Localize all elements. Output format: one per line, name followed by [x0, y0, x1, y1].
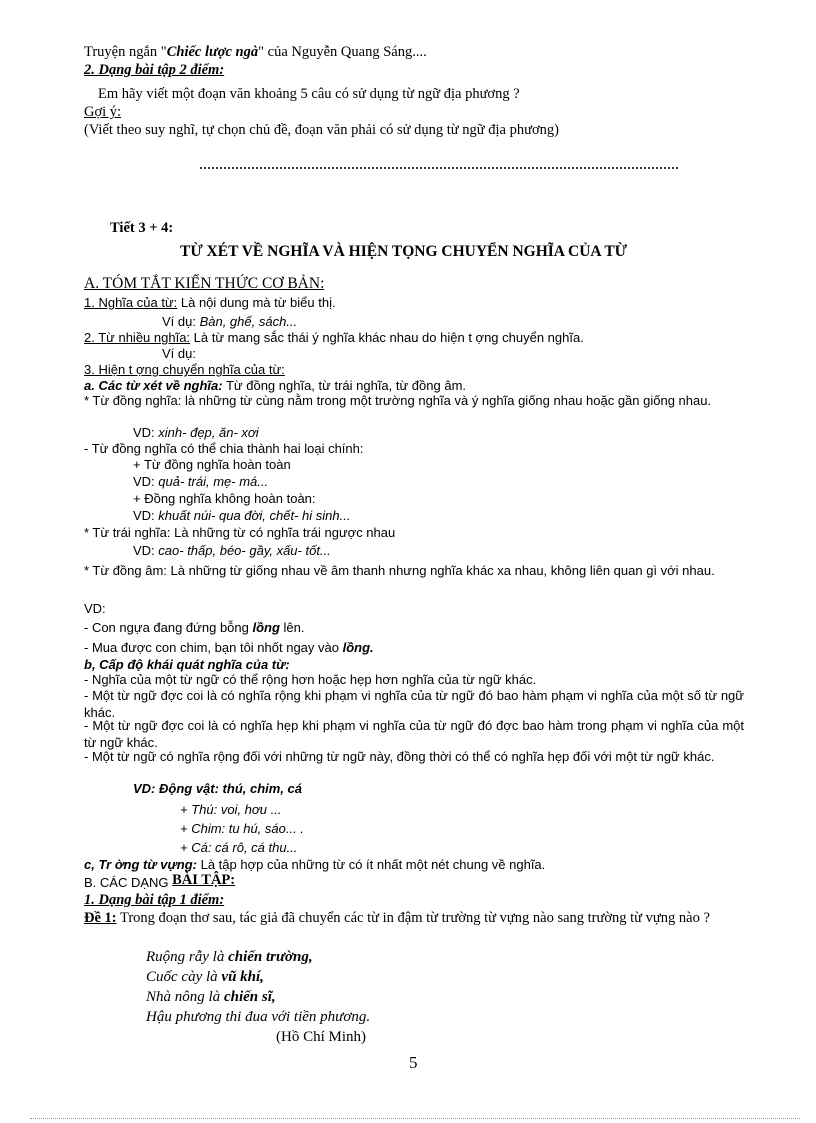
poem-line-2	[146, 969, 264, 986]
example: khuất núi- qua đời, chết- hi sinh...	[158, 508, 351, 523]
text: Là nội dung mà từ biểu thị.	[177, 295, 336, 310]
page-footer-line	[30, 1118, 800, 1119]
section-b-heading	[84, 874, 235, 892]
heading-part: B. CÁC DẠNG	[84, 875, 169, 890]
heading-part: BÀI TẬP:	[172, 872, 236, 888]
intro-line	[84, 44, 427, 61]
text: " của Nguyễn Quang Sáng....	[258, 44, 427, 60]
part-b-1: - Nghĩa của một từ ngữ có thể rộng hơn hoặc hẹp hơn nghĩa của từ ngữ khác.	[84, 672, 537, 687]
part-b-example	[133, 780, 302, 797]
text: Ruộng rẫy là	[146, 949, 229, 965]
synonym-full-example	[133, 473, 268, 490]
part-b: b, Cấp độ khái quát nghĩa của từ:	[84, 657, 290, 672]
text: Trong đoạn thơ sau, tác giả đã chuyển các từ in đậm từ trường từ vựng nào sang trường từ vựng nào ?	[116, 910, 710, 926]
point-3: 3. Hiện t ợng chuyển nghĩa của từ:	[84, 362, 285, 377]
antonym-def: * Từ trái nghĩa: Là những từ có nghĩa trái ngược nhau	[84, 525, 396, 540]
vd-label: VD:	[84, 601, 106, 616]
text: Là tập hợp của những từ có ít nhất một nét chung về nghĩa.	[197, 857, 546, 872]
heading-exercise-2: 2. Dạng bài tập 2 điểm:	[84, 62, 225, 78]
label: VD:	[133, 543, 159, 558]
highlight: lồng.	[342, 640, 374, 655]
homonym-ex-2	[84, 639, 374, 656]
homonym-ex-1	[84, 619, 305, 636]
highlight: vũ khí,	[221, 969, 264, 985]
synonym-types: - Từ đồng nghĩa có thể chia thành hai loại chính:	[84, 441, 364, 456]
example-thu: + Thú: voi, hơu ...	[180, 802, 282, 817]
label: 2. Từ nhiều nghĩa:	[84, 330, 191, 345]
point-1	[84, 294, 336, 311]
poem-line-1	[146, 949, 313, 966]
dotted-divider	[200, 167, 678, 169]
label: VD:	[133, 781, 159, 796]
point-1-example	[162, 313, 297, 330]
label: Ví dụ:	[162, 314, 200, 329]
synonym-example	[133, 424, 259, 441]
part-b-4: - Một từ ngữ có nghĩa rộng đối với những từ ngữ này, đồng thời có thể có nghĩa hẹp đối với một từ ngữ khác.	[84, 749, 715, 764]
part-b-3: - Một từ ngữ đợc coi là có nghĩa hẹp khi phạm vi nghĩa của từ ngữ đó đợc bao hàm trong phạm vi nghĩa của một từ ngữ khác.	[84, 718, 744, 750]
part-b-2: - Một từ ngữ đợc coi là có nghĩa rộng khi phạm vi nghĩa của từ ngữ đó bao hàm phạm vi nghĩa của một số từ ngữ khác.	[84, 688, 744, 720]
poem-line-3	[146, 989, 276, 1006]
example: quả- trái, mẹ- má...	[158, 474, 269, 489]
highlight: chiến sĩ,	[223, 989, 276, 1005]
label: c, Tr ờng từ vựng:	[84, 857, 197, 872]
synonym-full: + Từ đồng nghĩa hoàn toàn	[133, 457, 291, 472]
story-title: Chiếc lược ngà	[166, 44, 259, 60]
label: 1. Nghĩa của từ:	[84, 295, 178, 310]
text: Cuốc cày là	[146, 969, 222, 985]
lesson-title: TỪ XÉT VỀ NGHĨA VÀ HIỆN TỌNG CHUYỂN NGHĨA CỦA TỪ	[180, 243, 628, 260]
highlight: chiến trường,	[228, 949, 313, 965]
label: VD:	[133, 474, 159, 489]
text: Nhà nông là	[146, 989, 224, 1005]
homonym-def: * Từ đồng âm: Là những từ giống nhau về âm thanh nhưng nghĩa khác xa nhau, không liên quan gì với nhau.	[84, 563, 715, 578]
text: Từ đồng nghĩa, từ trái nghĩa, từ đồng âm.	[222, 378, 467, 393]
page-number: 5	[409, 1053, 418, 1072]
text: Là từ mang sắc thái ý nghĩa khác nhau do hiện t ợng chuyển nghĩa.	[190, 330, 584, 345]
label: VD:	[133, 425, 159, 440]
hint-label: Gợi ý:	[84, 104, 122, 120]
section-a-heading: A. TÓM TẮT KIẾN THỨC CƠ BẢN:	[84, 275, 325, 292]
part-c	[84, 856, 545, 873]
example: Động vật: thú, chim, cá	[159, 781, 303, 796]
hint-text: (Viết theo suy nghĩ, tự chọn chủ đề, đoạn văn phải có sử dụng từ ngữ địa phương)	[84, 122, 559, 138]
point-2-example: Ví dụ:	[162, 346, 196, 361]
label: Đề 1:	[84, 910, 117, 926]
question-2: Em hãy viết một đoạn văn khoảng 5 câu có sử dụng từ ngữ địa phương ?	[98, 86, 520, 102]
poem-author: (Hồ Chí Minh)	[276, 1029, 366, 1045]
poem-line-4: Hậu phương thi đua với tiền phương.	[146, 1009, 371, 1025]
highlight: lồng	[252, 620, 280, 635]
point-2	[84, 329, 584, 346]
synonym-partial-example	[133, 507, 350, 524]
text: - Mua được con chim, bạn tôi nhốt ngay vào	[84, 640, 343, 655]
text: Truyện ngắn "	[84, 44, 167, 60]
label: a. Các từ xét về nghĩa:	[84, 378, 223, 393]
exercise-1-heading: 1. Dạng bài tập 1 điểm:	[84, 892, 225, 908]
synonym-partial: + Đồng nghĩa không hoàn toàn:	[133, 491, 316, 506]
example-ca: + Cá: cá rô, cá thu...	[180, 840, 298, 855]
label: VD:	[133, 508, 159, 523]
text: lên.	[279, 620, 305, 635]
text: - Con ngựa đang đứng bỗng	[84, 620, 253, 635]
example: cao- thấp, béo- gầy, xấu- tốt...	[158, 543, 331, 558]
example-chim: + Chim: tu hú, sáo... .	[180, 821, 304, 836]
question-1	[84, 910, 744, 927]
example: xinh- đẹp, ăn- xơi	[158, 425, 259, 440]
synonym-def: * Từ đồng nghĩa: là những từ cùng nằm trong một trường nghĩa và ý nghĩa giống nhau hoặc gần giống nhau.	[84, 393, 712, 408]
antonym-example	[133, 542, 331, 559]
example: Bàn, ghế, sách...	[199, 314, 298, 329]
lesson-period: Tiết 3 + 4:	[110, 220, 174, 236]
